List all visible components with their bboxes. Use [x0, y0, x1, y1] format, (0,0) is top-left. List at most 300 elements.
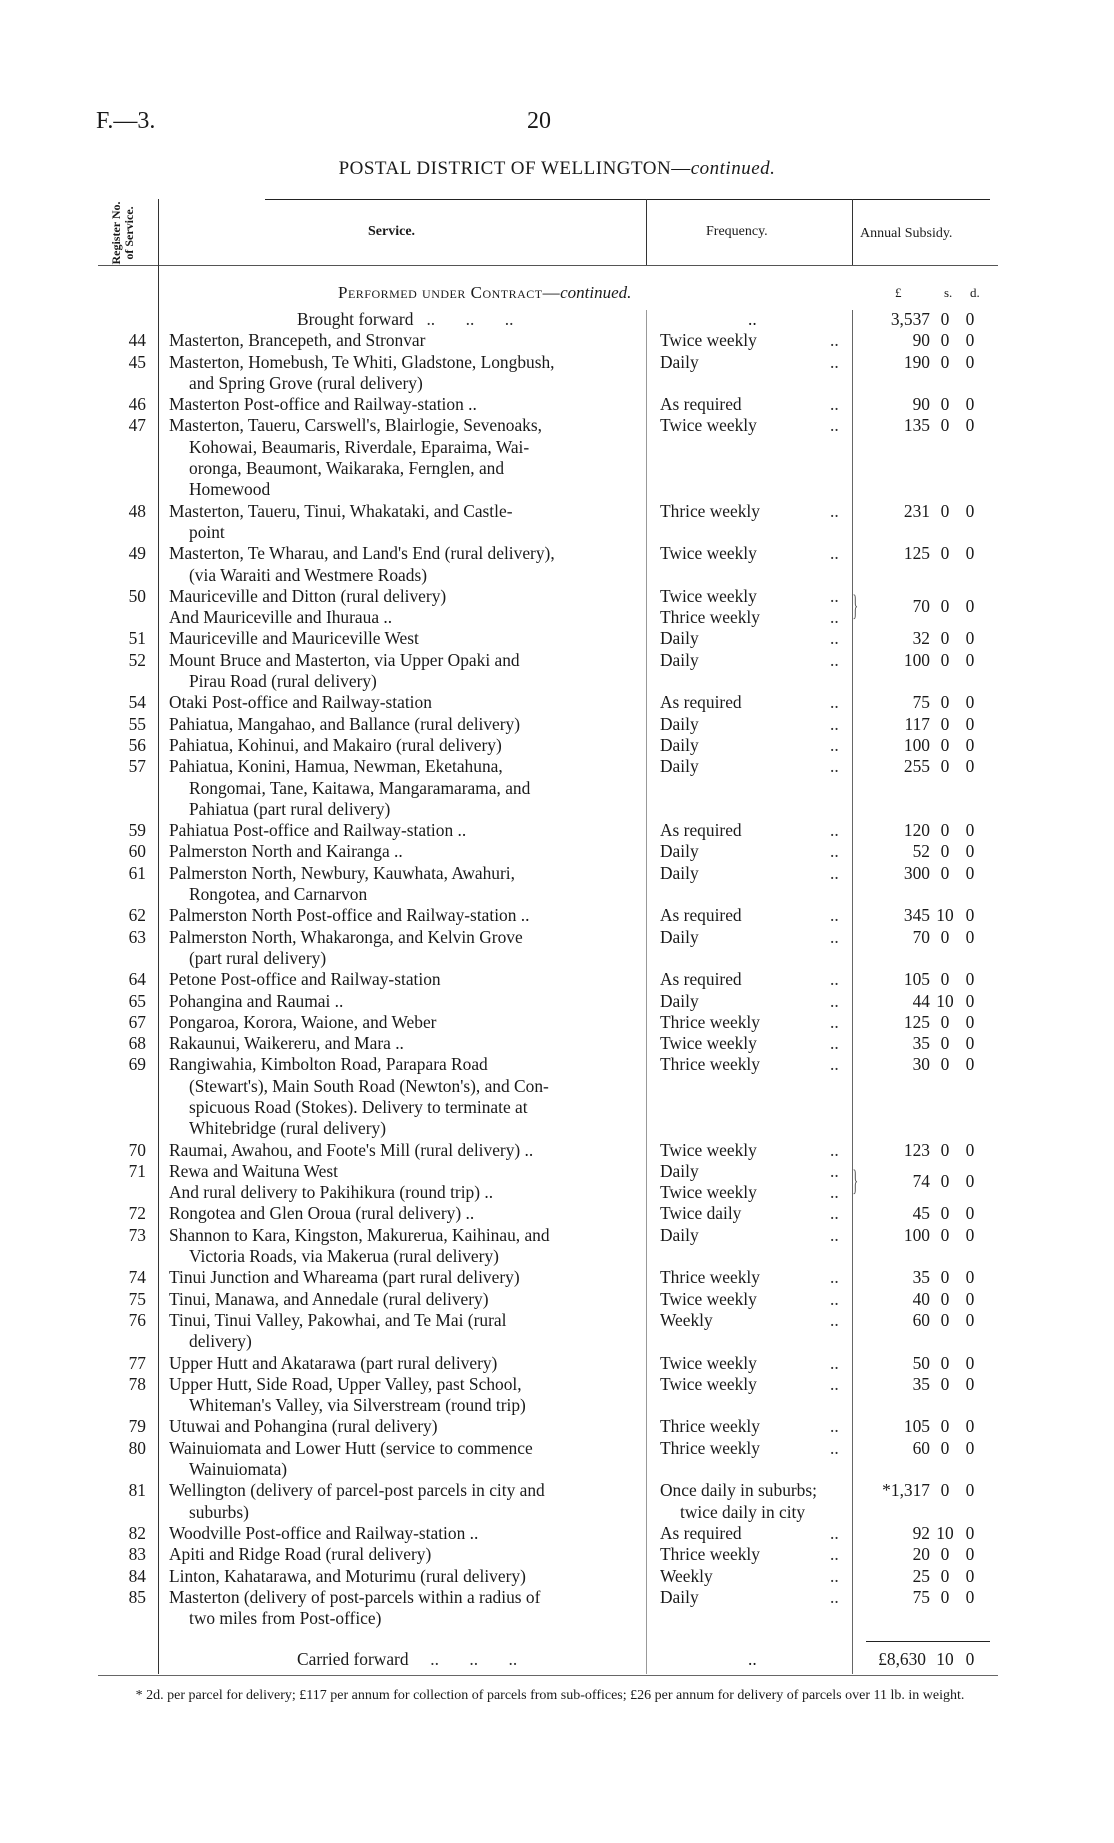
table-row: [0, 1353, 1114, 1374]
subsidy-pounds: 100: [903, 649, 930, 670]
frequency-value: Twice weekly: [660, 543, 757, 564]
subsidy-pence: 0: [965, 756, 975, 777]
service-line: Apiti and Ridge Road (rural delivery): [169, 1544, 432, 1565]
register-number: 65: [128, 990, 146, 1011]
subsidy-pounds: 120: [903, 820, 930, 841]
table-row: [0, 1203, 1114, 1224]
subsidy-pounds: 70: [912, 926, 930, 947]
service-line: spicuous Road (Stokes). Delivery to terminate at: [189, 1096, 528, 1117]
subsidy-shillings: 0: [940, 351, 950, 372]
service-line: Palmerston North, Newbury, Kauwhata, Awahuri,: [169, 862, 515, 883]
service-line: Wainuiomata and Lower Hutt (service to commence: [169, 1437, 533, 1458]
register-number: 76: [128, 1309, 146, 1330]
service-line: Pahiatua, Mangahao, and Ballance (rural delivery): [169, 713, 521, 734]
table-row: [0, 841, 1114, 862]
subsidy-pence: 0: [965, 841, 975, 862]
service-line: Pirau Road (rural delivery): [189, 671, 377, 692]
frequency-cell: Daily ..: [660, 841, 839, 862]
register-number: 55: [128, 713, 146, 734]
subsidy-shillings: 0: [940, 1170, 950, 1191]
frequency-cell: As required ..: [660, 692, 839, 713]
table-row: [0, 969, 1114, 990]
register-number: 50: [128, 585, 146, 606]
service-description: [169, 1033, 639, 1054]
pence-header: d.: [970, 285, 980, 300]
subsidy-pence: 0: [965, 415, 975, 436]
register-number: 54: [128, 692, 146, 713]
service-line: Pahiatua, Konini, Hamua, Newman, Eketahuna,: [169, 756, 503, 777]
frequency-cell: As required ..: [660, 394, 839, 415]
register-number: 75: [128, 1288, 146, 1309]
service-description: [169, 628, 639, 649]
brought-forward-shillings: 0: [940, 309, 950, 329]
frequency-cell: Daily ..: [660, 926, 839, 947]
register-number: 48: [128, 500, 146, 521]
service-line: Rongotea and Glen Oroua (rural delivery) ..: [169, 1203, 475, 1224]
table-row: [0, 991, 1114, 1012]
page-number: 20: [527, 108, 551, 134]
service-line: Pohangina and Raumai ..: [169, 990, 344, 1011]
table-row: [0, 1544, 1114, 1565]
subsidy-pounds: 25: [912, 1565, 930, 1586]
subsidy-pounds: 20: [912, 1544, 930, 1565]
service-line: Whiteman's Valley, via Silverstream (round trip): [189, 1395, 526, 1416]
brought-forward-label: Brought forward: [297, 309, 414, 329]
subsidy-shillings: 0: [940, 1288, 950, 1309]
frequency-cell: As required ..: [660, 905, 839, 926]
service-description: [169, 1225, 639, 1268]
service-description: [169, 863, 639, 906]
service-line: Otaki Post-office and Railway-station: [169, 692, 432, 713]
frequency-cell: Daily ..: [660, 628, 839, 649]
table-row: [0, 330, 1114, 351]
subsidy-pounds: 60: [912, 1437, 930, 1458]
table-row: [0, 1267, 1114, 1288]
frequency-value: Daily: [660, 649, 699, 670]
register-number: 59: [128, 820, 146, 841]
subsidy-pence: 0: [965, 500, 975, 521]
subsidy-pounds: 35: [912, 1373, 930, 1394]
subsidy-shillings: 0: [940, 1565, 950, 1586]
register-number: 80: [128, 1437, 146, 1458]
frequency-value: Daily: [660, 1224, 699, 1245]
subsidy-pence: 0: [965, 351, 975, 372]
table-row: [0, 1480, 1114, 1523]
frequency-value: Thrice weekly: [660, 607, 760, 628]
subsidy-pence: 0: [965, 1139, 975, 1160]
register-number: 77: [128, 1352, 146, 1373]
frequency-value: Daily: [660, 990, 699, 1011]
table-row: [0, 905, 1114, 926]
service-line: Linton, Kahatarawa, and Moturimu (rural delivery): [169, 1565, 526, 1586]
subsidy-shillings: 0: [940, 1139, 950, 1160]
subsidy-shillings: 0: [940, 734, 950, 755]
frequency-cell: Twice weekly ..: [660, 330, 839, 351]
service-description: [169, 714, 639, 735]
subsidy-pounds: 35: [912, 1033, 930, 1054]
subsidy-shillings: 0: [940, 1033, 950, 1054]
frequency-cell: Daily ..: [660, 734, 839, 755]
subsidy-pence: 0: [965, 1203, 975, 1224]
service-description: [169, 330, 639, 351]
service-description: [169, 1353, 639, 1374]
service-description: [169, 415, 639, 500]
frequency-cell: Thrice weekly ..: [660, 1011, 839, 1032]
subsidy-shillings: 0: [940, 1352, 950, 1373]
subsidy-pence: 0: [965, 1054, 975, 1075]
subsidy-pounds: 44: [912, 990, 930, 1011]
register-column-header: Register No. of Service.: [109, 201, 136, 265]
subsidy-pounds: 190: [903, 351, 930, 372]
subsidy-pence: 0: [965, 926, 975, 947]
subsidy-pounds: *1,317: [882, 1480, 930, 1501]
register-number: 71: [128, 1160, 146, 1181]
table-row: [0, 735, 1114, 756]
table-header-rule: [98, 265, 998, 266]
frequency-cell: Daily ..: [660, 351, 839, 372]
frequency-cell: [660, 1480, 840, 1523]
service-line: and Spring Grove (rural delivery): [189, 372, 423, 393]
frequency-cell: Thrice weekly ..: [660, 1544, 839, 1565]
subsidy-pence: 0: [965, 1309, 975, 1330]
frequency-value: Twice weekly: [660, 415, 757, 436]
frequency-cell: Thrice weekly ..: [660, 1437, 839, 1458]
register-number: 81: [128, 1480, 146, 1501]
table-row: [0, 714, 1114, 735]
subsidy-shillings: 0: [940, 1544, 950, 1565]
subsidy-pounds: 60: [912, 1309, 930, 1330]
service-description: [169, 543, 639, 586]
subsidy-pence: 0: [965, 1288, 975, 1309]
frequency-cell: Thrice weekly ..: [660, 1054, 839, 1075]
subsidy-pence: 0: [965, 1437, 975, 1458]
table-row: [0, 543, 1114, 586]
subsidy-pence: 0: [965, 905, 975, 926]
register-number: 47: [128, 415, 146, 436]
table-row: [0, 927, 1114, 970]
frequency-value: Twice weekly: [660, 1182, 757, 1203]
service-description: [169, 841, 639, 862]
subsidy-shillings: 10: [936, 905, 954, 926]
subsidy-pence: 0: [965, 628, 975, 649]
subsidy-shillings: 0: [940, 1416, 950, 1437]
frequency-value: Daily: [660, 351, 699, 372]
table-top-rule: [265, 199, 990, 200]
frequency-value: Daily: [660, 926, 699, 947]
subsidy-pence: 0: [965, 1011, 975, 1032]
page-reference: F.—3.: [96, 108, 156, 134]
carried-forward-label: Carried forward .. .. ..: [297, 1649, 518, 1669]
service-line: Utuwai and Pohangina (rural delivery): [169, 1416, 438, 1437]
service-description: [169, 1310, 639, 1353]
service-line: delivery): [189, 1331, 252, 1352]
brace-mark: }: [852, 588, 859, 622]
subsidy-pence: 0: [965, 330, 975, 351]
subsidy-pence: 0: [965, 1352, 975, 1373]
register-number: 78: [128, 1373, 146, 1394]
service-line: Pahiatua (part rural delivery): [189, 798, 391, 819]
subsidy-column-header: Annual Subsidy.: [860, 226, 953, 241]
subsidy-shillings: 0: [940, 595, 950, 616]
service-line: Wellington (delivery of parcel-post parcels in city and: [169, 1480, 545, 1501]
service-line: Palmerston North and Kairanga ..: [169, 841, 403, 862]
subsidy-pounds: 74: [912, 1170, 930, 1191]
subsidy-shillings: 0: [940, 926, 950, 947]
table-row: [0, 820, 1114, 841]
frequency-value: Thrice weekly: [660, 500, 760, 521]
carried-forward-pounds: £8,630: [878, 1649, 926, 1669]
subsidy-pounds: 30: [912, 1054, 930, 1075]
subsidy-pence: 0: [965, 692, 975, 713]
service-line: Pahiatua, Kohinui, and Makairo (rural delivery): [169, 734, 502, 755]
register-number: 57: [128, 756, 146, 777]
service-description: [169, 1566, 639, 1587]
subsidy-pence: 0: [965, 713, 975, 734]
table-row: [0, 1225, 1114, 1268]
frequency-cell: Daily ..: [660, 713, 839, 734]
subsidy-pounds: 75: [912, 1586, 930, 1607]
service-description: [169, 1438, 639, 1481]
register-number: 52: [128, 649, 146, 670]
register-number: 62: [128, 905, 146, 926]
service-line: Masterton, Te Wharau, and Land's End (rural delivery),: [169, 543, 555, 564]
service-line: Masterton, Taueru, Tinui, Whakataki, and Castle-: [169, 500, 513, 521]
frequency-value: Weekly: [660, 1565, 713, 1586]
subsidy-pence: 0: [965, 1480, 975, 1501]
brought-forward-pounds: 3,537: [890, 309, 930, 329]
frequency-value: Thrice weekly: [660, 1011, 760, 1032]
register-number: 73: [128, 1224, 146, 1245]
table-row: [0, 501, 1114, 544]
frequency-cell: Twice weekly .. Thrice weekly ..: [660, 585, 839, 628]
frequency-value: Thrice weekly: [660, 1267, 760, 1288]
subsidy-pence: 0: [965, 1373, 975, 1394]
service-line: (part rural delivery): [189, 947, 327, 968]
frequency-cell: Daily ..: [660, 1224, 839, 1245]
subsidy-pence: 0: [965, 1416, 975, 1437]
frequency-cell: Daily ..: [660, 990, 839, 1011]
table-row: [0, 352, 1114, 395]
service-line: And rural delivery to Pakihikura (round trip) ..: [169, 1182, 494, 1203]
subsidy-pence: 0: [965, 1267, 975, 1288]
subsidy-pounds: 90: [912, 394, 930, 415]
service-line: (Stewart's), Main South Road (Newton's), and Con-: [189, 1075, 549, 1096]
carried-forward-shillings: 10: [936, 1649, 954, 1669]
frequency-cell: As required ..: [660, 820, 839, 841]
subsidy-pence: 0: [965, 862, 975, 883]
frequency-cell: Daily ..: [660, 649, 839, 670]
frequency-value: Daily: [660, 1586, 699, 1607]
service-line: Palmerston North Post-office and Railway-station ..: [169, 905, 530, 926]
subsidy-pence: 0: [965, 1033, 975, 1054]
subsidy-pence: 0: [965, 394, 975, 415]
subsidy-pence: 0: [965, 595, 975, 616]
subsidy-pounds: 32: [912, 628, 930, 649]
register-number: 79: [128, 1416, 146, 1437]
service-description: [169, 1161, 639, 1204]
subsidy-pence: 0: [965, 649, 975, 670]
service-line: Masterton Post-office and Railway-station ..: [169, 394, 477, 415]
service-description: [169, 1289, 639, 1310]
service-description: [169, 1267, 639, 1288]
table-row: [0, 1566, 1114, 1587]
subsidy-pence: 0: [965, 543, 975, 564]
frequency-cell: Daily ..: [660, 862, 839, 883]
frequency-value: twice daily in city: [680, 1501, 806, 1522]
service-description: [169, 1374, 639, 1417]
service-line: Tinui, Manawa, and Annedale (rural delivery): [169, 1288, 489, 1309]
register-number: 82: [128, 1522, 146, 1543]
subsidy-pounds: 117: [904, 713, 930, 734]
subsidy-pence: 0: [965, 1170, 975, 1191]
subsidy-shillings: 0: [940, 1224, 950, 1245]
subsidy-pounds: 45: [912, 1203, 930, 1224]
frequency-value: Twice weekly: [660, 1288, 757, 1309]
subsidy-pence: 0: [965, 969, 975, 990]
subsidy-shillings: 0: [940, 1203, 950, 1224]
frequency-cell: Daily ..: [660, 1586, 839, 1607]
subsidy-shillings: 0: [940, 841, 950, 862]
register-number: 83: [128, 1544, 146, 1565]
subsidy-shillings: 0: [940, 820, 950, 841]
service-line: Pahiatua Post-office and Railway-station ..: [169, 820, 467, 841]
table-bottom-rule: [98, 1675, 998, 1676]
service-line: Masterton, Homebush, Te Whiti, Gladstone, Longbush,: [169, 351, 555, 372]
frequency-value: Daily: [660, 756, 699, 777]
service-line: Upper Hutt, Side Road, Upper Valley, past School,: [169, 1373, 522, 1394]
frequency-value: Daily: [660, 628, 699, 649]
register-number: 70: [128, 1139, 146, 1160]
table-row: [0, 1289, 1114, 1310]
frequency-value: Daily: [660, 841, 699, 862]
register-number: 45: [128, 351, 146, 372]
subsidy-shillings: 0: [940, 500, 950, 521]
subsidy-pounds: 123: [903, 1139, 930, 1160]
table-row: [0, 586, 1114, 629]
service-line: Rongomai, Tane, Kaitawa, Mangaramarama, and: [189, 777, 531, 798]
frequency-value: Daily: [660, 1160, 699, 1181]
service-column-header: Service.: [368, 224, 416, 239]
subsidy-pounds: 100: [903, 734, 930, 755]
frequency-value: Daily: [660, 713, 699, 734]
frequency-value: Twice weekly: [660, 585, 757, 606]
subsidy-pounds: 75: [912, 692, 930, 713]
table-row: [0, 1161, 1114, 1204]
table-row: [0, 650, 1114, 693]
service-line: Shannon to Kara, Kingston, Makurerua, Kaihinau, and: [169, 1224, 550, 1245]
table-row: [0, 1140, 1114, 1161]
service-line: Rongotea, and Carnarvon: [189, 884, 368, 905]
subsidy-pounds: 255: [903, 756, 930, 777]
table-row: [0, 1416, 1114, 1437]
subsidy-shillings: 0: [940, 628, 950, 649]
subsidy-pounds: 35: [912, 1267, 930, 1288]
service-line: Tinui Junction and Whareama (part rural delivery): [169, 1267, 520, 1288]
frequency-cell: Thrice weekly ..: [660, 1267, 839, 1288]
service-line: Mauriceville and Mauriceville West: [169, 628, 419, 649]
brought-forward-freq: ..: [748, 309, 757, 329]
subsidy-pounds: 70: [912, 595, 930, 616]
page-title: POSTAL DISTRICT OF WELLINGTON—continued.: [338, 158, 776, 179]
frequency-value: Daily: [660, 862, 699, 883]
subsidy-shillings: 0: [940, 394, 950, 415]
service-description: [169, 1012, 639, 1033]
frequency-value: As required: [660, 905, 742, 926]
subsidy-pence: 0: [965, 1544, 975, 1565]
table-row: [0, 628, 1114, 649]
service-description: [169, 394, 639, 415]
service-line: Palmerston North, Whakaronga, and Kelvin Grove: [169, 926, 523, 947]
subsidy-shillings: 0: [940, 1373, 950, 1394]
subsidy-pence: 0: [965, 1586, 975, 1607]
register-number: 85: [128, 1586, 146, 1607]
subsidy-shillings: 10: [936, 990, 954, 1011]
frequency-value: Twice weekly: [660, 1139, 757, 1160]
frequency-value: As required: [660, 692, 742, 713]
service-description: [169, 1416, 639, 1437]
table-row: [0, 1310, 1114, 1353]
service-line: Homewood: [189, 479, 271, 500]
service-line: Raumai, Awahou, and Foote's Mill (rural delivery) ..: [169, 1139, 534, 1160]
service-description: [169, 756, 639, 820]
frequency-value: As required: [660, 1522, 742, 1543]
register-number: 84: [128, 1565, 146, 1586]
table-row: [0, 1012, 1114, 1033]
table-row: [0, 1523, 1114, 1544]
table-row: [0, 1587, 1114, 1630]
frequency-value: Thrice weekly: [660, 1416, 760, 1437]
subsidy-pence: 0: [965, 820, 975, 841]
table-row: [0, 1054, 1114, 1139]
frequency-cell: Twice weekly ..: [660, 1352, 839, 1373]
service-line: Kohowai, Beaumaris, Riverdale, Eparaima, Wai-: [189, 436, 530, 457]
frequency-value: Twice weekly: [660, 1033, 757, 1054]
frequency-cell: Daily ..: [660, 756, 839, 777]
subsidy-shillings: 0: [940, 1011, 950, 1032]
service-description: [169, 1544, 639, 1565]
frequency-cell: Weekly ..: [660, 1309, 839, 1330]
subsidy-shillings: 0: [940, 1437, 950, 1458]
brought-forward-row: Brought forward .. .. .. .. 3,537 0 0: [0, 309, 1114, 330]
frequency-value: As required: [660, 394, 742, 415]
register-number: 68: [128, 1033, 146, 1054]
frequency-cell: Twice weekly ..: [660, 1373, 839, 1394]
service-line: Masterton, Brancepeth, and Stronvar: [169, 330, 426, 351]
service-description: [169, 1203, 639, 1224]
register-number: 74: [128, 1267, 146, 1288]
frequency-cell: Twice weekly ..: [660, 543, 839, 564]
subsidy-pounds: 125: [903, 1011, 930, 1032]
service-line: point: [189, 521, 225, 542]
table-row: [0, 1438, 1114, 1481]
register-number: 72: [128, 1203, 146, 1224]
subsidy-shillings: 10: [936, 1522, 954, 1543]
service-line: Mount Bruce and Masterton, via Upper Opaki and: [169, 649, 520, 670]
service-description: [169, 1480, 639, 1523]
subsidy-pounds: 105: [903, 969, 930, 990]
frequency-value: As required: [660, 969, 742, 990]
service-description: [169, 1054, 639, 1139]
service-line: And Mauriceville and Ihuraua ..: [169, 607, 393, 628]
subsidy-shillings: 0: [940, 756, 950, 777]
service-line: Rangiwahia, Kimbolton Road, Parapara Road: [169, 1054, 488, 1075]
subsidy-pounds: 90: [912, 330, 930, 351]
service-line: Upper Hutt and Akatarawa (part rural delivery): [169, 1352, 498, 1373]
service-description: [169, 1587, 639, 1630]
table-row: [0, 394, 1114, 415]
service-table-body: [0, 309, 1114, 1629]
service-line: oronga, Beaumont, Waikaraka, Fernglen, and: [189, 458, 505, 479]
